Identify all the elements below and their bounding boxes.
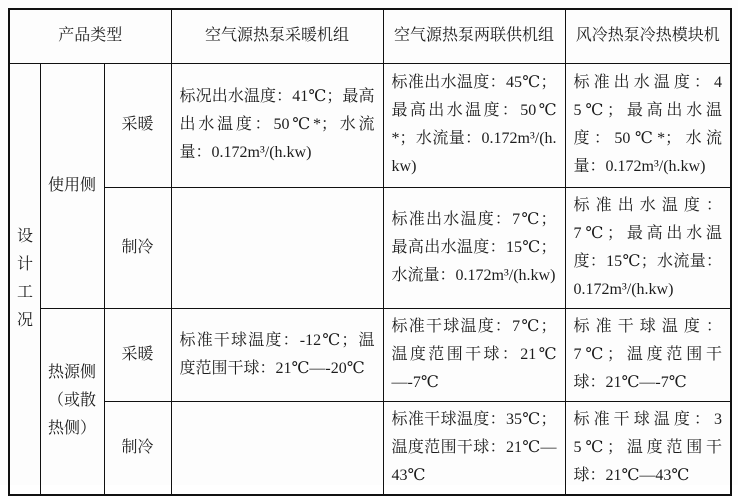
mode-label-user-cooling: 制冷: [104, 187, 171, 308]
side-label-user: 使用侧: [40, 63, 104, 308]
header-product-type: 产品类型: [9, 9, 171, 63]
spec-cell-source-cooling-heating-unit: [171, 401, 383, 495]
header-air-source-heating-unit: 空气源热泵采暖机组: [171, 9, 383, 63]
spec-cell-user-cooling-dual-supply-unit: 标准出水温度：7℃；最高出水温度：15℃；水流量：0.172m³/(h.kw): [383, 187, 565, 308]
product-spec-table: [8, 8, 732, 496]
mode-label-source-heating: 采暖: [104, 308, 171, 401]
spec-cell-source-cooling-modular-unit: 标准干球温度：35℃；温度范围干球：21℃—43℃: [565, 401, 731, 495]
spec-cell-source-heating-modular-unit: 标准干球温度：7℃；温度范围干球：21℃—-7℃: [565, 308, 731, 401]
spec-cell-user-heating-dual-supply-unit: 标准出水温度：45℃；最高出水温度：50℃*；水流量：0.172m³/(h.kw): [383, 63, 565, 187]
spec-cell-user-cooling-modular-unit: 标准出水温度：7℃；最高出水温度：15℃；水流量：0.172m³/(h.kw): [565, 187, 731, 308]
design-condition-label: 设计工况: [9, 63, 40, 495]
spec-cell-user-heating-modular-unit: 标准出水温度：45℃；最高出水温度：50℃*；水流量：0.172m³/(h.kw): [565, 63, 731, 187]
spec-cell-user-heating-heating-unit: 标况出水温度：41℃；最高出水温度：50℃*；水流量：0.172m³/(h.kw): [171, 63, 383, 187]
spec-cell-source-heating-heating-unit: 标准干球温度：-12℃；温度范围干球：21℃—-20℃: [171, 308, 383, 401]
mode-label-user-heating: 采暖: [104, 63, 171, 187]
mode-label-source-cooling: 制冷: [104, 401, 171, 495]
header-air-source-dual-supply-unit: 空气源热泵两联供机组: [383, 9, 565, 63]
side-label-heat-source: 热源侧（或散热侧）: [40, 308, 104, 495]
spec-cell-source-cooling-dual-supply-unit: 标准干球温度：35℃；温度范围干球：21℃—43℃: [383, 401, 565, 495]
header-air-cooled-modular-unit: 风冷热泵冷热模块机: [565, 9, 731, 63]
spec-cell-source-heating-dual-supply-unit: 标准干球温度：7℃；温度范围干球：21℃—-7℃: [383, 308, 565, 401]
spec-cell-user-cooling-heating-unit: [171, 187, 383, 308]
